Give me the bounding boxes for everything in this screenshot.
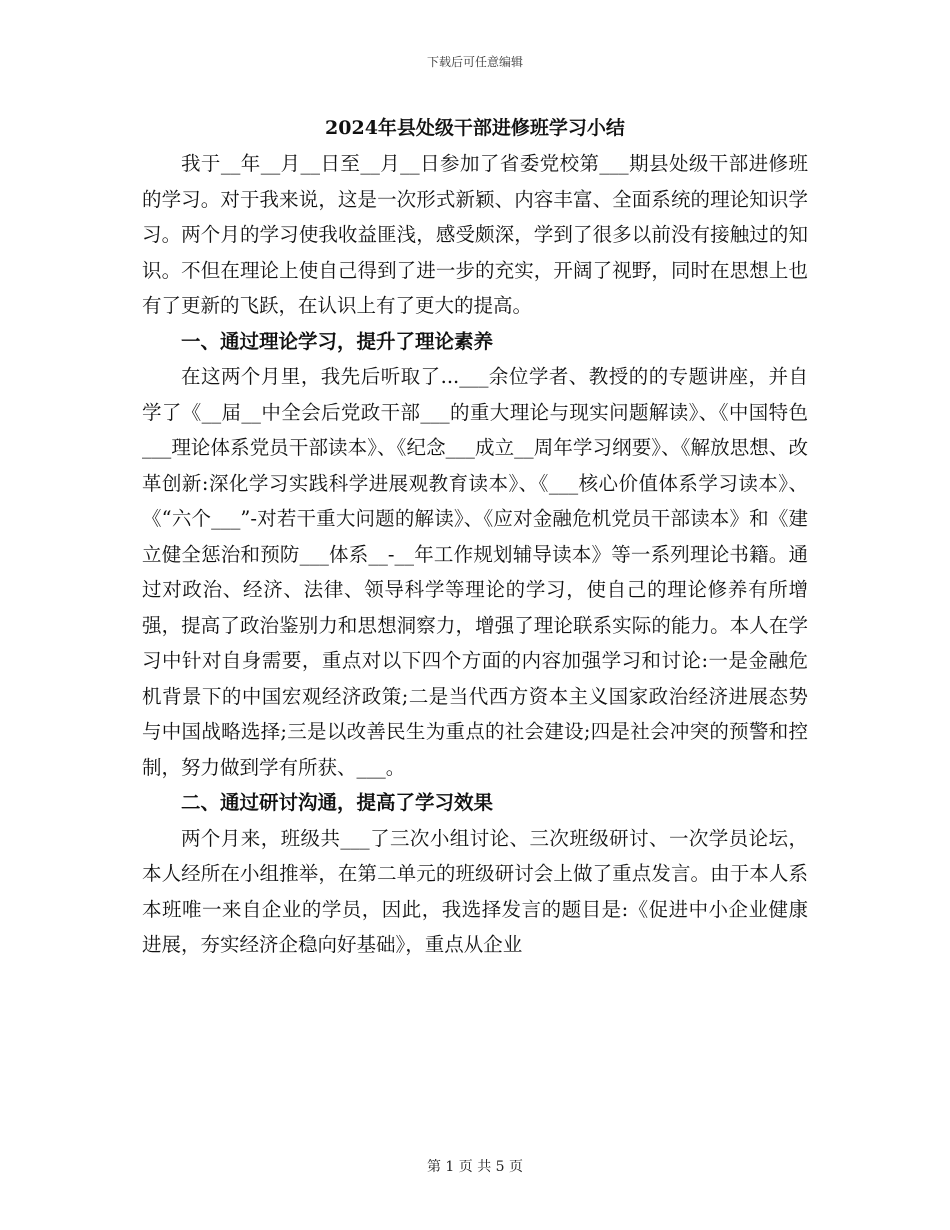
section-heading-2: 二、通过研讨沟通，提高了学习效果	[181, 791, 494, 814]
intro-paragraph: 我于__年__月__日至__月__日参加了省委党校第___期县处级干部进修班的学习。对于我来说，这是一次形式新颖、内容丰富、全面系统的理论知识学习。两个月的学习使我收益匪浅，感受颇深，学到了很多以前没有接触过的知识。不但在理论上使自己得到了进一步的充实，开阔了视野，同时在思想上也有了更新的飞跃，在认识上有了更大的提高。	[142, 152, 808, 317]
section-heading-1: 一、通过理论学习，提升了理论素养	[181, 329, 494, 353]
page-number: 第 1 页 共 5 页	[426, 1159, 524, 1175]
section-paragraph-1: 在这两个月里，我先后听取了...___余位学者、教授的的专题讲座，并自学了《__届__中全会后党政干部___的重大理论与现实问题解读》、《中国特色___理论体系党员干部读本》、《纪念___成立__周年学习纲要》、《解放思想、改革创新:深化学习实践科学进展观教育读本》、《___核心价值体系学习读本》、《“六个___”-对若干重大问题的解读》、《应对金融危机党员干部读本》和《建立健全惩治和预防___体系__-__年工作规划辅导读本》等一系列理论书籍。通过对政治、经济、法律、领导科学等理论的学习，使自己的理论修养有所增强，提高了政治鉴别力和思想洞察力，增强了理论联系实际的能力。本人在学习中针对自身需要，重点对以下四个方面的内容加强学习和讨论:一是金融危机背景下的中国宏观经济政策;二是当代西方资本主义国家政治经济进展态势与中国战略选择;三是以改善民生为重点的社会建设;四是社会冲突的预警和控制，努力做到学有所获、___。	[142, 365, 808, 779]
document-title: 2024年县处级干部进修班学习小结	[325, 117, 625, 139]
page-header-note: 下载后可任意编辑	[426, 55, 523, 69]
document-body	[142, 146, 808, 963]
section-paragraph-2: 两个月来，班级共___了三次小组讨论、三次班级研讨、一次学员论坛，本人经所在小组推举，在第二单元的班级研讨会上做了重点发言。由于本人系本班唯一来自企业的学员，因此，我选择发言的题目是:《促进中小企业健康进展，夯实经济企稳向好基础》，重点从企业	[142, 826, 808, 956]
